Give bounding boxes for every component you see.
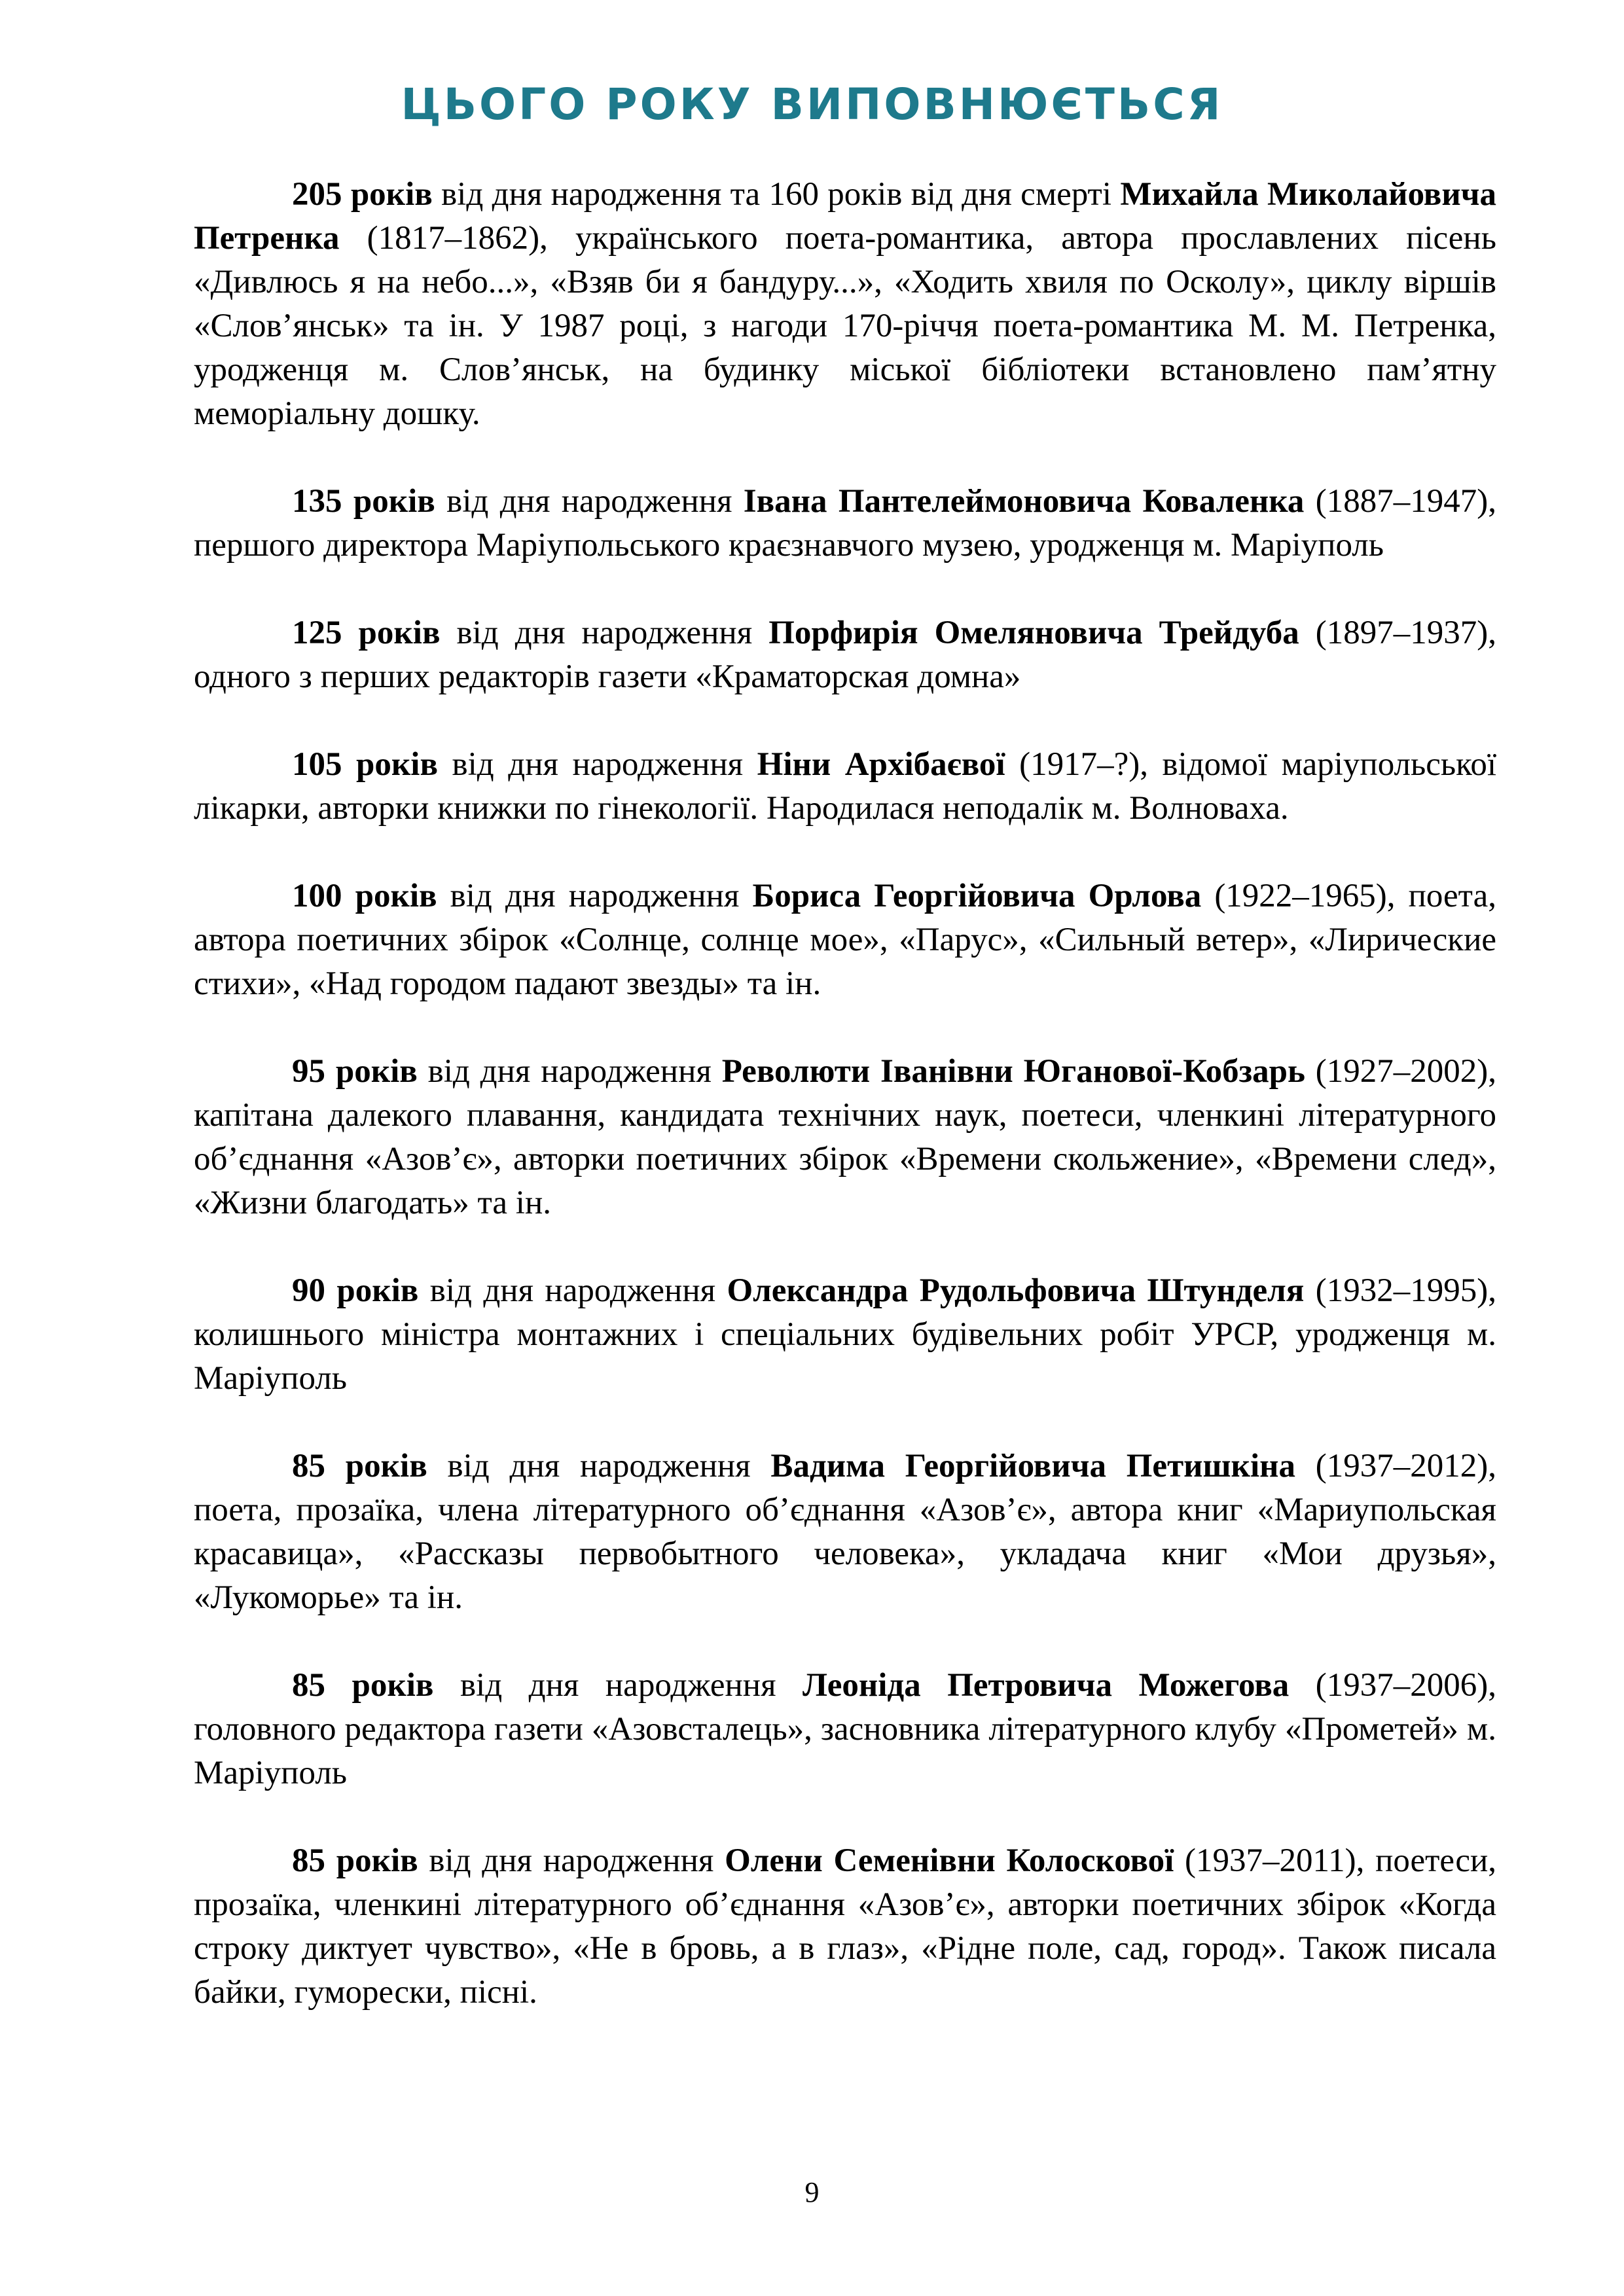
entry-person-name: Леоніда Петровича Можегова — [803, 1667, 1290, 1704]
entry-text: від дня народження — [437, 878, 753, 914]
anniversary-entry — [194, 173, 1496, 436]
entry-years: 95 років — [292, 1053, 418, 1090]
entry-description: (1887–1947), першого директора Маріупольського краєзнавчого музею, уродженця м. Маріуполь — [194, 483, 1496, 564]
anniversary-entry — [194, 743, 1496, 831]
entry-years: 100 років — [292, 878, 437, 914]
entry-text: від дня народження — [417, 1053, 722, 1090]
entry-years: 90 років — [292, 1272, 419, 1309]
entry-text: від дня народження — [438, 746, 757, 783]
entry-person-name: Олександра Рудольфовича Штунделя — [727, 1272, 1305, 1309]
entry-person-name: Івана Пантелеймоновича Коваленка — [743, 483, 1305, 520]
entry-description: (1937–2012), поета, прозаїка, члена літературного об’єднання «Азов’є», автора книг «Мариупольская красавица», «Рассказы первобытного человека», укладача книг «Мои друзья», «Лукоморье» та ін. — [194, 1448, 1496, 1616]
entry-person-name: Олени Семенівни Колоскової — [725, 1842, 1174, 1879]
entry-person-name: Вадима Георгійовича Петишкіна — [770, 1448, 1295, 1484]
entry-description: (1917–?), відомої маріупольської лікарки, авторки книжки по гінекології. Народилася неподалік м. Волноваха. — [194, 746, 1496, 827]
entry-text: від дня народження — [418, 1272, 727, 1309]
anniversary-entry — [194, 1839, 1496, 2015]
entry-person-name: Порфирія Омеляновича Трейдуба — [768, 615, 1299, 651]
entry-text: від дня народження — [427, 1448, 771, 1484]
anniversary-entry — [194, 480, 1496, 567]
entry-text: від дня народження — [418, 1842, 725, 1879]
entry-person-name: Михайла Миколайовича Петренка — [194, 176, 1496, 257]
entry-description: (1932–1995), колишнього міністра монтажних і спеціальних будівельних робіт УРСР, уродженця м. Маріуполь — [194, 1272, 1496, 1397]
page-title: ЦЬОГО РОКУ ВИПОВНЮЄТЬСЯ — [401, 79, 1223, 130]
entry-person-name: Революти Іванівни Юганової-Кобзарь — [721, 1053, 1305, 1090]
entry-years: 85 років — [292, 1448, 427, 1484]
anniversary-entry — [194, 1269, 1496, 1401]
entry-years: 105 років — [292, 746, 438, 783]
entry-years: 85 років — [292, 1842, 418, 1879]
entry-years: 205 років — [292, 176, 433, 213]
entry-years: 125 років — [292, 615, 441, 651]
anniversary-entry — [194, 1444, 1496, 1620]
entry-description: (1937–2011), поетеси, прозаїка, членкині літературного об’єднання «Азов’є», авторки поетичних збірок «Когда строку диктует чувство», «Не в бровь, а в глаз», «Рідне поле, сад, город». Також писала байки, гуморески, пісні. — [194, 1842, 1496, 2011]
entry-description: (1937–2006), головного редактора газети «Азовсталець», засновника літературного клубу «Прометей» м. Маріуполь — [194, 1667, 1496, 1791]
anniversary-entry — [194, 1664, 1496, 1795]
anniversary-entry — [194, 874, 1496, 1006]
anniversary-entry — [194, 1050, 1496, 1225]
document-body — [194, 173, 1496, 2058]
entry-description: (1922–1965), поета, автора поетичних збірок «Солнце, солнце мое», «Парус», «Сильный ветер», «Лирические стихи», «Над городом падают звезды» та ін. — [194, 878, 1496, 1002]
entry-description: (1897–1937), одного з перших редакторів газети «Краматорская домна» — [194, 615, 1497, 695]
entry-description: (1817–1862), українського поета-романтика, автора прославлених пісень «Дивлюсь я на небо...», «Взяв би я бандуру...», «Ходить хвиля по Осколу», циклу віршів «Слов’янськ» та ін. У 1987 році, з нагоди 170-річчя поета-романтика М. М. Петренка, уродженця м. Слов’янськ, на будинку міської бібліотеки встановлено пам’ятну меморіальну дошку. — [194, 220, 1496, 432]
anniversary-entry — [194, 611, 1496, 699]
page-number: 9 — [804, 2176, 820, 2208]
entry-text: від дня народження — [433, 1667, 803, 1704]
entry-text: від дня народження та 160 років від дня смерті — [432, 176, 1121, 213]
entry-text: від дня народження — [435, 483, 744, 520]
entry-years: 135 років — [292, 483, 435, 520]
entry-text: від дня народження — [440, 615, 769, 651]
entry-person-name: Ніни Архібаєвої — [757, 746, 1005, 783]
entry-description: (1927–2002), капітана далекого плавання, кандидата технічних наук, поетеси, членкині літературного об’єднання «Азов’є», авторки поетичних збірок «Времени скольжение», «Времени след», «Жизни благодать» та ін. — [194, 1053, 1496, 1221]
entry-years: 85 років — [292, 1667, 434, 1704]
entry-person-name: Бориса Георгійовича Орлова — [752, 878, 1202, 914]
